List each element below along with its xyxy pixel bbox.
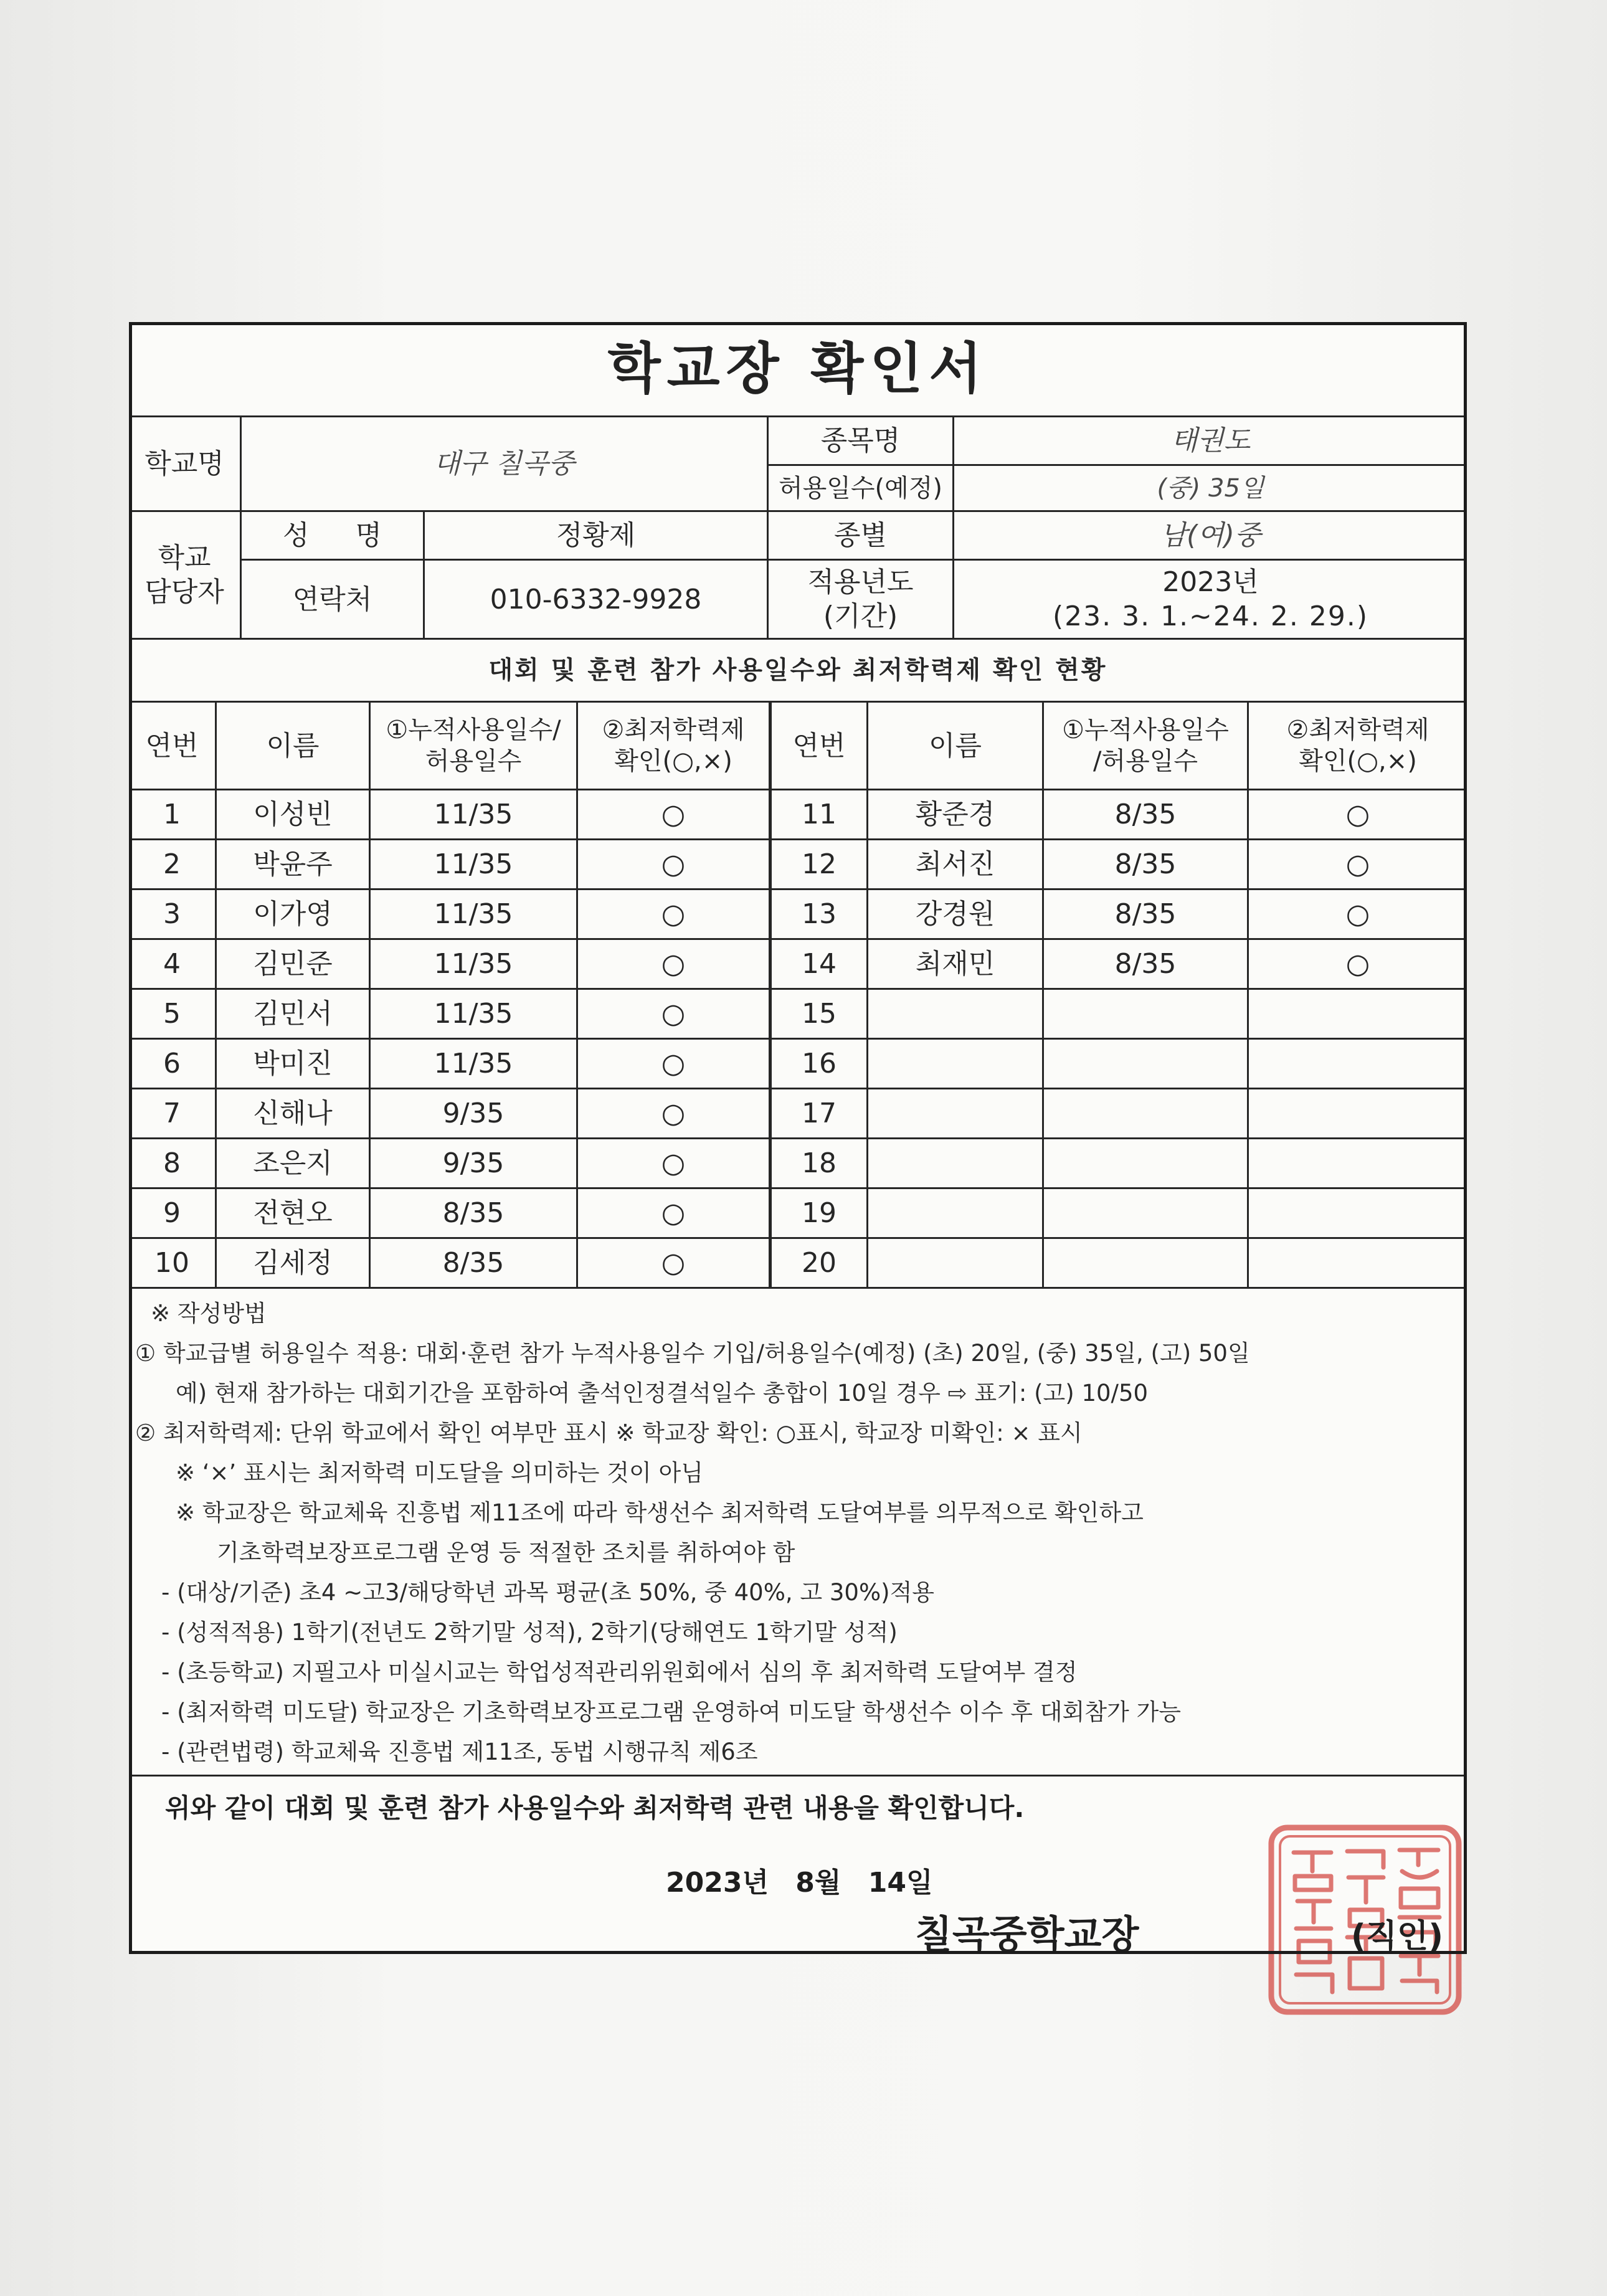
row-number: 7 <box>129 1089 217 1137</box>
row-number: 1 <box>129 790 217 838</box>
header-check: ②최저학력제 확인(○,×) <box>578 703 772 789</box>
confirmation-form <box>129 322 1467 1957</box>
contact-value: 010-6332-9928 <box>490 583 702 615</box>
allowed-days-value: (중) 35일 <box>1157 473 1264 503</box>
cumulative-days: 8/35 <box>1044 840 1249 888</box>
period-label: 적용년도 (기간) <box>769 561 954 638</box>
min-achievement-check <box>1249 1239 1467 1287</box>
student-name: 최서진 <box>868 840 1044 888</box>
min-achievement-check: ○ <box>578 990 772 1038</box>
row-number: 10 <box>129 1239 217 1287</box>
student-name <box>868 1089 1044 1137</box>
note-line: ① 학교급별 허용일수 적용: 대회·훈련 참가 누적사용일수 기입/허용일수(예정) (초) 20일, (중) 35일, (고) 50일 <box>135 1340 1250 1367</box>
manager-label: 학교 담당자 <box>129 512 242 638</box>
min-achievement-check: ○ <box>1345 898 1370 930</box>
student-name: 김민준 <box>217 940 371 988</box>
name-value: 정황제 <box>556 519 636 551</box>
row-number: 17 <box>772 1089 868 1137</box>
min-achievement-check: ○ <box>578 940 772 988</box>
header-no: 연번 <box>129 703 217 789</box>
sport-label: 종목명 <box>769 417 954 464</box>
table-row <box>129 1189 1467 1239</box>
row-number: 13 <box>772 890 868 938</box>
cumulative-days: 8/35 <box>371 1189 578 1237</box>
row-number: 6 <box>129 1040 217 1088</box>
section-caption-row <box>129 640 1467 703</box>
cumulative-days: 8/35 <box>1044 890 1249 938</box>
status-table-body <box>129 790 1467 1289</box>
signer-title: 칠곡중학교장 <box>915 1912 1139 1957</box>
student-name: 김세정 <box>217 1239 371 1287</box>
row-number: 9 <box>129 1189 217 1237</box>
student-name: 강경원 <box>868 890 1044 938</box>
student-name: 이성빈 <box>217 790 371 838</box>
table-row <box>129 890 1467 940</box>
note-line: 기초학력보장프로그램 운영 등 적절한 조치를 취하여야 함 <box>217 1539 795 1566</box>
header-no: 연번 <box>772 703 868 789</box>
title-row <box>129 322 1467 417</box>
min-achievement-check: ○ <box>578 840 772 888</box>
cumulative-days <box>1044 1089 1249 1137</box>
confirm-statement: 위와 같이 대회 및 훈련 참가 사용일수와 최저학력 관련 내용을 확인합니다. <box>165 1793 1025 1823</box>
table-row <box>129 1139 1467 1189</box>
name-label: 성 명 <box>242 512 425 559</box>
min-achievement-check <box>1249 1139 1467 1187</box>
confirm-date: 2023년 8월 14일 <box>666 1867 933 1899</box>
cumulative-days <box>1044 1239 1249 1287</box>
min-achievement-check: ○ <box>578 790 772 838</box>
cumulative-days <box>1044 1040 1249 1088</box>
cumulative-days: 11/35 <box>371 840 578 888</box>
header-days: ①누적사용일수/ 허용일수 <box>371 703 578 789</box>
cumulative-days: 11/35 <box>371 1040 578 1088</box>
school-row <box>129 417 1467 512</box>
table-row <box>129 790 1467 840</box>
category-label: 종별 <box>769 512 954 559</box>
row-number: 4 <box>129 940 217 988</box>
student-name: 신해나 <box>217 1089 371 1137</box>
row-number: 2 <box>129 840 217 888</box>
note-line: ※ 학교장은 학교체육 진흥법 제11조에 따라 학생선수 최저학력 도달여부를 의무적으로 확인하고 <box>176 1499 1144 1526</box>
cumulative-days: 8/35 <box>371 1239 578 1287</box>
cumulative-days: 8/35 <box>1044 790 1249 838</box>
student-name: 이가영 <box>217 890 371 938</box>
student-name <box>868 1040 1044 1088</box>
notes-heading: ※ 작성방법 <box>151 1300 267 1327</box>
note-line: 예) 현재 참가하는 대회기간을 포함하여 출석인정결석일수 총합이 10일 경우 ⇨ 표기: (고) 10/50 <box>176 1380 1149 1407</box>
min-achievement-check: ○ <box>1345 948 1370 980</box>
header-days: ①누적사용일수 /허용일수 <box>1044 703 1249 789</box>
student-name: 황준경 <box>868 790 1044 838</box>
cumulative-days <box>1044 990 1249 1038</box>
student-name: 전현오 <box>217 1189 371 1237</box>
writing-instructions <box>129 1289 1467 1777</box>
min-achievement-check: ○ <box>578 1239 772 1287</box>
note-line: - (성적적용) 1학기(전년도 2학기말 성적), 2학기(당해연도 1학기말 성적) <box>161 1619 898 1646</box>
row-number: 5 <box>129 990 217 1038</box>
row-number: 3 <box>129 890 217 938</box>
cumulative-days: 11/35 <box>371 790 578 838</box>
note-line: ② 최저학력제: 단위 학교에서 확인 여부만 표시 ※ 학교장 확인: ○표시, 학교장 미확인: × 표시 <box>135 1420 1083 1446</box>
sport-value: 태권도 <box>1170 425 1251 457</box>
min-achievement-check: ○ <box>578 1040 772 1088</box>
row-number: 20 <box>772 1239 868 1287</box>
seal-label: (직인) <box>1351 1918 1443 1955</box>
note-line: - (초등학교) 지필고사 미실시교는 학업성적관리위원회에서 심의 후 최저학력 도달여부 결정 <box>161 1659 1078 1686</box>
row-number: 11 <box>772 790 868 838</box>
row-number: 16 <box>772 1040 868 1088</box>
student-name: 박미진 <box>217 1040 371 1088</box>
school-value: 대구 칠곡중 <box>242 417 769 510</box>
min-achievement-check <box>1249 1089 1467 1137</box>
table-row <box>129 1239 1467 1289</box>
cumulative-days: 8/35 <box>1044 940 1249 988</box>
row-number: 18 <box>772 1139 868 1187</box>
min-achievement-check: ○ <box>578 1089 772 1137</box>
student-name: 최재민 <box>868 940 1044 988</box>
student-name <box>868 990 1044 1038</box>
allowed-days-label: 허용일수(예정) <box>769 466 954 510</box>
header-name: 이름 <box>868 703 1044 789</box>
cumulative-days: 9/35 <box>371 1089 578 1137</box>
row-number: 19 <box>772 1189 868 1237</box>
min-achievement-check <box>1249 1189 1467 1237</box>
note-line: ※ ‘×’ 표시는 최저학력 미도달을 의미하는 것이 아님 <box>176 1459 703 1486</box>
header-check: ②최저학력제 확인(○,×) <box>1286 716 1429 776</box>
row-number: 12 <box>772 840 868 888</box>
document-title: 학교장 확인서 <box>607 336 988 401</box>
table-row <box>129 1089 1467 1139</box>
student-name: 조은지 <box>217 1139 371 1187</box>
school-label: 학교명 <box>129 417 242 510</box>
min-achievement-check: ○ <box>1345 799 1370 830</box>
header-name: 이름 <box>217 703 371 789</box>
min-achievement-check: ○ <box>578 1189 772 1237</box>
student-name <box>868 1239 1044 1287</box>
min-achievement-check: ○ <box>1345 848 1370 880</box>
note-line: - (관련법령) 학교체육 진흥법 제11조, 동법 시행규칙 제6조 <box>161 1739 758 1765</box>
table-row <box>129 990 1467 1040</box>
section-caption: 대회 및 훈련 참가 사용일수와 최저학력제 확인 현황 <box>488 656 1107 685</box>
table-row <box>129 1040 1467 1089</box>
table-row <box>129 840 1467 890</box>
cumulative-days: 11/35 <box>371 990 578 1038</box>
cumulative-days <box>1044 1189 1249 1237</box>
row-number: 15 <box>772 990 868 1038</box>
student-name <box>868 1189 1044 1237</box>
student-name: 박윤주 <box>217 840 371 888</box>
min-achievement-check: ○ <box>578 890 772 938</box>
student-name: 김민서 <box>217 990 371 1038</box>
note-line: - (대상/기준) 초4 ~고3/해당학년 과목 평균(초 50%, 중 40%, 고 30%)적용 <box>161 1579 935 1606</box>
contact-label: 연락처 <box>242 561 425 638</box>
table-row <box>129 940 1467 990</box>
cumulative-days <box>1044 1139 1249 1187</box>
min-achievement-check <box>1249 1040 1467 1088</box>
student-name <box>868 1139 1044 1187</box>
cumulative-days: 9/35 <box>371 1139 578 1187</box>
manager-row <box>129 512 1467 640</box>
min-achievement-check: ○ <box>578 1139 772 1187</box>
note-line: - (최저학력 미도달) 학교장은 기초학력보장프로그램 운영하여 미도달 학생선수 이수 후 대회참가 가능 <box>161 1699 1182 1725</box>
row-number: 8 <box>129 1139 217 1187</box>
table-header <box>129 703 1467 790</box>
category-value: 남(여)중 <box>1160 519 1261 551</box>
min-achievement-check <box>1249 990 1467 1038</box>
period-value: 2023년 (23. 3. 1.~24. 2. 29.) <box>1052 566 1368 632</box>
cumulative-days: 11/35 <box>371 890 578 938</box>
cumulative-days: 11/35 <box>371 940 578 988</box>
row-number: 14 <box>772 940 868 988</box>
